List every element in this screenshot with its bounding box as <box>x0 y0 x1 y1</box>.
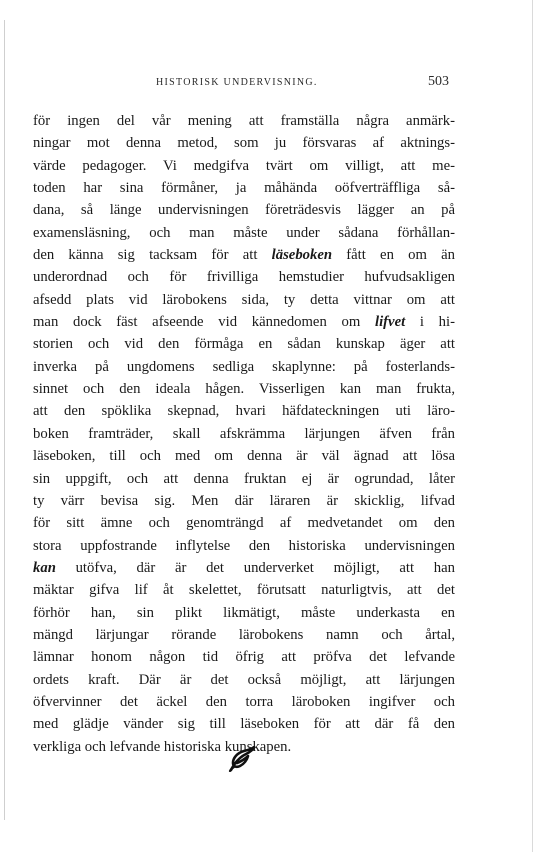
emphasized-text: läseboken <box>271 247 333 264</box>
text-line <box>33 669 455 691</box>
text-segment: inverka på ungdomens sedliga skaplynne: på fosterlands- <box>33 358 455 375</box>
text-segment: läseboken, till och med om denna är väl ägnad att lösa <box>33 448 455 465</box>
text-segment: mängd lärjungar rörande lärobokens namn och årtal, <box>33 626 455 643</box>
text-line <box>33 155 455 177</box>
text-line <box>33 110 455 132</box>
text-segment: den känna sig tacksam för att <box>33 247 272 264</box>
text-segment: man dock fäst afseende vid kännedomen om <box>33 314 375 331</box>
text-line <box>33 512 455 534</box>
text-segment: i hi- <box>405 314 455 331</box>
text-line <box>33 222 455 244</box>
running-header <box>0 74 544 93</box>
text-segment: ty värr bevisa sig. Men där läraren är skicklig, lifvad <box>33 492 455 509</box>
emphasized-text: lifvet <box>375 314 406 331</box>
text-line <box>33 266 455 288</box>
text-segment: förhör han, sin plikt likmätigt, måste underkasta en <box>33 604 455 621</box>
text-segment: dana, så länge undervisningen företrädesvis lägger an på <box>33 202 455 219</box>
text-line <box>33 713 455 735</box>
text-segment: öfvervinner det äckel den torra läroboken ingifver och <box>33 693 455 710</box>
page-number: 503 <box>428 74 449 89</box>
text-segment: stora uppfostrande inflytelse den historiska undervisningen <box>33 537 455 554</box>
text-line <box>33 333 455 355</box>
text-line <box>33 445 455 467</box>
text-line <box>33 535 455 557</box>
text-segment: ningar mot denna metod, som ju försvaras af aktnings- <box>33 135 455 152</box>
leaf-fleuron-icon <box>228 746 256 772</box>
text-line <box>33 490 455 512</box>
text-segment: examensläsning, och man måste under sådana förhållan- <box>33 224 455 241</box>
text-segment: verkliga och lefvande historiska kunskapen. <box>33 738 292 755</box>
text-segment: afsedd plats vid lärobokens sida, ty detta vittnar om att <box>33 291 455 308</box>
text-segment: utöfva, där är det underverket möjligt, att han <box>55 559 455 576</box>
text-segment: att den spöklika skepnad, hvari häfdateckningen uti läro- <box>33 403 455 420</box>
text-line <box>33 400 455 422</box>
emphasized-text: kan <box>33 559 56 576</box>
text-line <box>33 468 455 490</box>
text-line <box>33 579 455 601</box>
body-text <box>33 110 455 758</box>
text-segment: ordets kraft. Där är det också möjligt, att lärjungen <box>33 671 455 688</box>
text-segment: värde pedagoger. Vi medgifva tvärt om villigt, att me- <box>33 157 455 174</box>
text-line <box>33 557 455 579</box>
text-segment: underordnad och för frivilliga hemstudier hufvudsakligen <box>33 269 455 286</box>
text-segment: boken framträder, skall afskrämma lärjungen äfven från <box>33 425 455 442</box>
text-line <box>33 691 455 713</box>
text-line <box>33 199 455 221</box>
text-segment: för sitt ämne och genomträngd af medvetandet om den <box>33 515 455 532</box>
text-segment: med glädje vänder sig till läseboken för att där få den <box>33 716 455 733</box>
text-line <box>33 244 455 266</box>
text-segment: mäktar gifva lif åt skelettet, förutsatt naturligtvis, att det <box>33 582 455 599</box>
text-line <box>33 289 455 311</box>
text-line <box>33 423 455 445</box>
text-segment: sin uppgift, och att denna fruktan ej är ogrundad, låter <box>33 470 455 487</box>
text-line <box>33 624 455 646</box>
text-segment: för ingen del vår mening att framställa några anmärk- <box>33 113 455 129</box>
running-title: HISTORISK UNDERVISNING. <box>156 77 318 88</box>
page-edge-right <box>532 0 533 852</box>
text-line <box>33 177 455 199</box>
text-segment: storien och vid den förmåga en sådan kunskap äger att <box>33 336 455 353</box>
text-segment: toden har sina förmåner, ja måhända oöfverträffliga så- <box>33 180 455 197</box>
text-segment: sinnet och den ideala hågen. Visserligen kan man frukta, <box>33 381 455 398</box>
page-edge-left <box>4 20 5 820</box>
text-line <box>33 132 455 154</box>
text-segment: fått en om än <box>332 247 455 264</box>
text-line <box>33 378 455 400</box>
text-segment: lämnar honom någon tid öfrig att pröfva det lefvande <box>33 649 455 666</box>
text-line <box>33 646 455 668</box>
text-line <box>33 356 455 378</box>
text-line <box>33 602 455 624</box>
text-line <box>33 311 455 333</box>
